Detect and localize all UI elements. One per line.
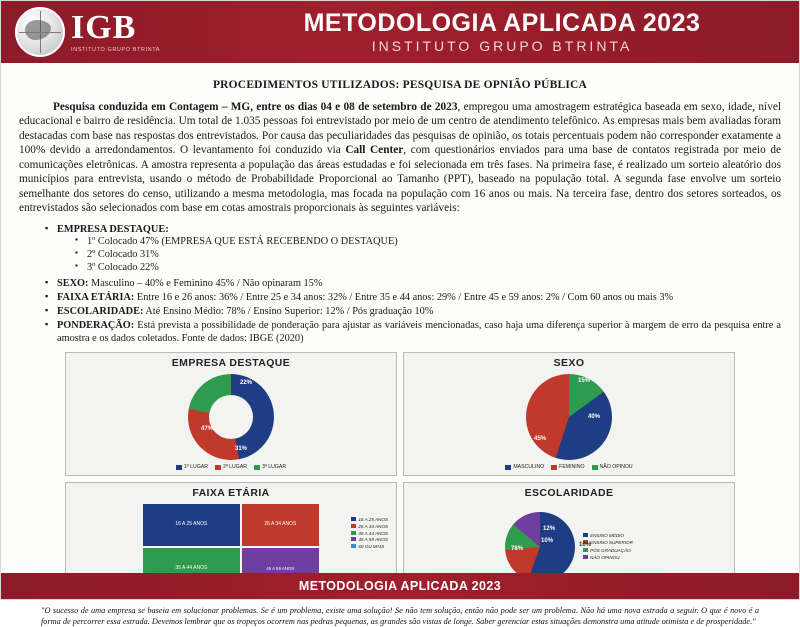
slice-label-2: 40% (588, 414, 601, 421)
ponderacao-label: PONDERAÇÃO: (57, 319, 135, 331)
pie-chart (505, 512, 592, 582)
chart-empresa-destaque (65, 352, 397, 475)
chart-legend (408, 464, 730, 470)
legend-entry-1: MASCULINO (505, 464, 544, 470)
chart-title: ESCOLARIDADE (524, 486, 614, 499)
logo-subtext: INSTITUTO GRUPO BTRINTA (71, 47, 161, 53)
legend-entry-4: NÃO OPINOU (583, 554, 633, 561)
list-item-sexo (45, 278, 781, 291)
slice-label-2: 12% (543, 525, 556, 532)
paragraph-bold-callcenter: Call Center (345, 144, 404, 157)
list-item-ponderacao (45, 320, 781, 346)
section-title: PROCEDIMENTOS UTILIZADOS: PESQUISA DE OPNIÃO PÚBLICA (212, 79, 588, 91)
slice-label-3: 10% (541, 537, 554, 544)
page-footer (1, 573, 799, 599)
legend-entry-3: 3º LUGAR (254, 464, 286, 470)
globe-icon (15, 7, 65, 57)
closing-quote: "O sucesso de uma empresa se baseia em solucionar problemas. Se é um problema, existe uma solução! Se não tem solução, então não pode ser um problema. Não há uma nova estrada a seguir. O que é novo é a forma de percorrer essa estrada. Devemos lembrar que os tropeços ocorrem nas pedras pequenas, as grandes são vistas de longe. Saber gerenciar estas situações demonstra uma atitude otimista e de prosperidade." (41, 605, 759, 626)
escolaridade-text: Até Ensino Médio: 78% / Ensino Superior: 12% / Pós graduação 10% (143, 305, 434, 317)
legend-entry-2: 2º LUGAR (215, 464, 247, 470)
escolaridade-label: ESCOLARIDADE: (57, 305, 144, 317)
slice-label-1: 78% (511, 545, 524, 552)
charts-grid (65, 352, 735, 597)
empresa-label: EMPRESA DESTAQUE: (57, 223, 169, 235)
sexo-label: SEXO: (57, 278, 89, 290)
header-titles (245, 10, 799, 53)
pie-chart (526, 374, 612, 460)
slice-label-3: 45% (534, 436, 547, 443)
chart-legend (70, 464, 392, 470)
brand-logo (1, 7, 245, 57)
legend-entry-3: PÓS GRADUAÇÃO (583, 547, 633, 554)
legend-entry-1: ENSINO MÉDIO (583, 532, 633, 539)
chart-title: SEXO (553, 357, 585, 370)
document-content (1, 63, 799, 627)
slice-label-2: 31% (235, 446, 248, 453)
paragraph-part-2: , empregou uma amostragem estratégica baseada em sexo, idade, nível educacional e bairro de residência. Um total de 1.035 pessoas foi entrevistado por meio de um centro de atendimento telefônico. As empresas mais bem avaliadas foram destacadas com base nas respostas dos entrevistados. Por causa das peculiaridades das pesquisas de opinião, os totais percentuais podem não corresponder exatamente a 100% devido a arredondamentos. O levantamento foi conduzido via (19, 101, 781, 157)
header-subtitle: INSTITUTO GRUPO BTRINTA (371, 37, 633, 54)
page-header (1, 1, 799, 63)
donut-chart (188, 374, 274, 460)
slice-label-3: 22% (240, 380, 253, 387)
empresa-sublist (75, 236, 781, 274)
variables-list (45, 224, 781, 346)
treemap-cell-4: 45 A 59 ANOS (242, 548, 319, 590)
list-item: ▪ 1º Colocado 47% (EMPRESA QUE ESTÁ RECEBENDO O DESTAQUE) (75, 236, 781, 249)
chart-legend (351, 517, 388, 551)
treemap-cell-2: 26 A 34 ANOS (242, 504, 319, 546)
list-item: ▪ 3º Colocado 22% (75, 262, 781, 275)
chart-title: EMPRESA DESTAQUE (171, 357, 291, 370)
chart-body (70, 371, 392, 463)
footer-text: METODOLOGIA APLICADA 2023 (298, 579, 502, 593)
legend-entry-3: 35 A 44 ANOS (351, 531, 388, 538)
list-item-empresa (45, 224, 781, 275)
pie-wrap (505, 512, 633, 582)
legend-entry-2: 26 A 34 ANOS (351, 524, 388, 531)
legend-entry-1: 1º LUGAR (176, 464, 208, 470)
slice-label-1: 15% (578, 378, 591, 385)
legend-entry-1: 16 A 25 ANOS (351, 517, 388, 524)
paragraph-part-4: , com questionários enviados para uma base de contatos registrada por meio de comunicações eletrônicas. A amostra representa a população das áreas estudadas e foi selecionada em três fases. Na primeira fase, é realizado um sorteio aleatório dos municípios para entrevista, usando o método de Probabilidade Proporcional ao Tamanho (PPT), baseado na população total. A segunda fase envolve um sorteio semelhante dos setores do censo, utilizando a mesma metodologia, mas focada na população com 16 anos ou mais. Na terceira fase, dentro dos setores sorteados, os entrevistados são selecionados com base em cotas amostrais proporcionais às seguintes variáveis: (19, 144, 782, 215)
list-item-escolaridade (45, 306, 781, 319)
list-item: ▪ 2º Colocado 31% (75, 249, 781, 262)
faixa-text: Entre 16 e 26 anos: 36% / Entre 25 e 34 anos: 32% / Entre 35 e 44 anos: 29% / Entre 45 e 59 anos: 2% / Com 60 anos ou mais 3% (134, 291, 674, 303)
legend-entry-5: 60 OU MAIS (351, 544, 388, 551)
list-item-faixa-etaria (45, 292, 781, 305)
logo-text: IGB (71, 9, 137, 46)
treemap-cell-3: 35 A 44 ANOS (143, 548, 240, 590)
paragraph-bold-date: Pesquisa conduzida em Contagem – MG, entre os dias 04 e 08 de setembro de 2023 (53, 101, 458, 113)
faixa-label: FAIXA ETÁRIA: (57, 291, 135, 303)
sexo-text: Masculino – 40% e Feminino 45% / Não opinaram 15% (88, 278, 323, 290)
donut-hole (209, 395, 253, 439)
slice-label-1: 47% (201, 426, 214, 433)
legend-entry-4: 45 A 59 ANOS (351, 537, 388, 544)
legend-entry-3: NÃO OPINOU (592, 464, 633, 470)
ponderacao-text: Está prevista a possibilidade de ponderação para ajustar as variáveis mencionadas, caso haja uma diferença superior à margem de erro da pesquisa entre a amostra e os dados coletados. Fonte de dados: IBGE (2020) (57, 319, 781, 344)
legend-entry-2: FEMININO (551, 464, 584, 470)
treemap-cell-1: 16 A 25 ANOS (143, 504, 240, 546)
chart-body (408, 371, 730, 463)
slice-label-4: 10% (579, 541, 592, 548)
chart-sexo (403, 352, 735, 475)
chart-title: FAIXA ETÁRIA (192, 486, 270, 499)
legend-entry-2: ENSINO SUPERIOR (583, 539, 633, 546)
intro-paragraph (19, 100, 781, 216)
header-title: METODOLOGIA APLICADA 2023 (303, 9, 701, 38)
